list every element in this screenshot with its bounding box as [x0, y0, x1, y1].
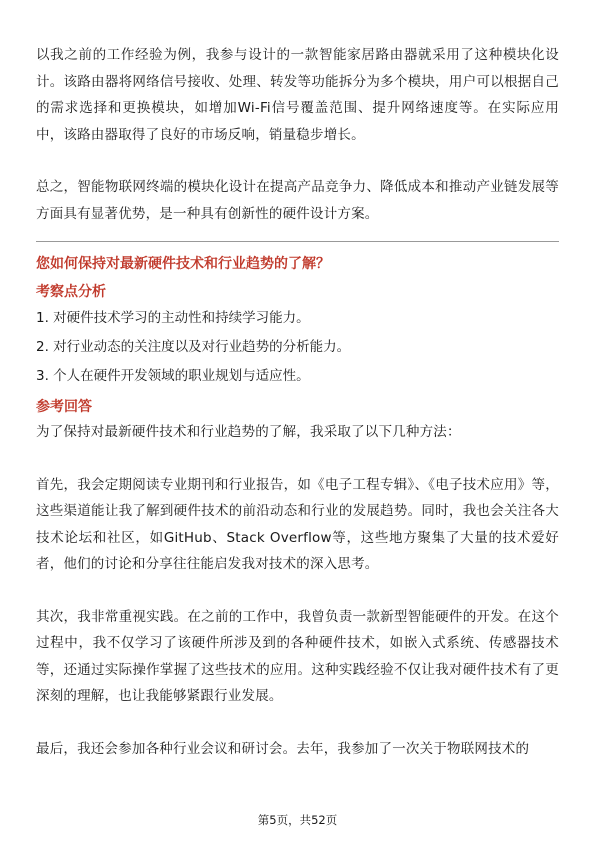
- body-paragraph: 总之，智能物联网终端的模块化设计在提高产品竞争力、降低成本和推动产业链发展等方面具有显著优势，是一种具有创新性的硬件设计方案。: [36, 179, 559, 222]
- answer-paragraph: 首先，我会定期阅读专业期刊和行业报告，如《电子工程专辑》、《电子技术应用》等，这些渠道能让我了解到硬件技术的前沿动态和行业的发展趋势。同时，我也会关注各大技术论坛和社区，如GitHub、Stack Overflow等，这些地方聚集了大量的技术爱好者，他们的讨论和分享往往能启发我对技术的深入思考。: [36, 476, 559, 572]
- analysis-title: 考察点分析: [36, 284, 106, 300]
- answer-title: 参考回答: [36, 399, 92, 415]
- paragraph-gap: [36, 446, 559, 472]
- body-paragraph: 以我之前的工作经验为例，我参与设计的一款智能家居路由器就采用了这种模块化设计。该路由器将网络信号接收、处理、转发等功能拆分为多个模块，用户可以根据自己的需求选择和更换模块，如增加Wi-Fi信号覆盖范围、提升网络速度等。在实际应用中，该路由器取得了良好的市场反响，销量稳步增长。: [36, 47, 559, 143]
- page-number-label: 第5页，共52页: [257, 813, 338, 827]
- page-content: [36, 42, 559, 762]
- analysis-item: 2. 对行业动态的关注度以及对行业趋势的分析能力。: [36, 339, 351, 355]
- question-heading: 您如何保持对最新硬件技术和行业趋势的了解？: [36, 256, 330, 272]
- analysis-item: 1. 对硬件技术学习的主动性和持续学习能力。: [36, 310, 310, 326]
- paragraph-gap: [36, 710, 559, 736]
- section-divider: [36, 241, 559, 242]
- page-footer: [0, 812, 595, 828]
- answer-intro: 为了保持对最新硬件技术和行业趋势的了解，我采取了以下几种方法：: [36, 424, 461, 440]
- paragraph-gap: [36, 578, 559, 604]
- answer-paragraph: 最后，我还会参加各种行业会议和研讨会。去年，我参加了一次关于物联网技术的: [36, 740, 530, 757]
- paragraph-gap: [36, 148, 559, 174]
- answer-paragraph: 其次，我非常重视实践。在之前的工作中，我曾负责一款新型智能硬件的开发。在这个过程中，我不仅学习了该硬件所涉及到的各种硬件技术，如嵌入式系统、传感器技术等，还通过实际操作掌握了这些技术的应用。这种实践经验不仅让我对硬件技术有了更深刻的理解，也让我能够紧跟行业发展。: [36, 608, 559, 704]
- analysis-item: 3. 个人在硬件开发领域的职业规划与适应性。: [36, 368, 310, 384]
